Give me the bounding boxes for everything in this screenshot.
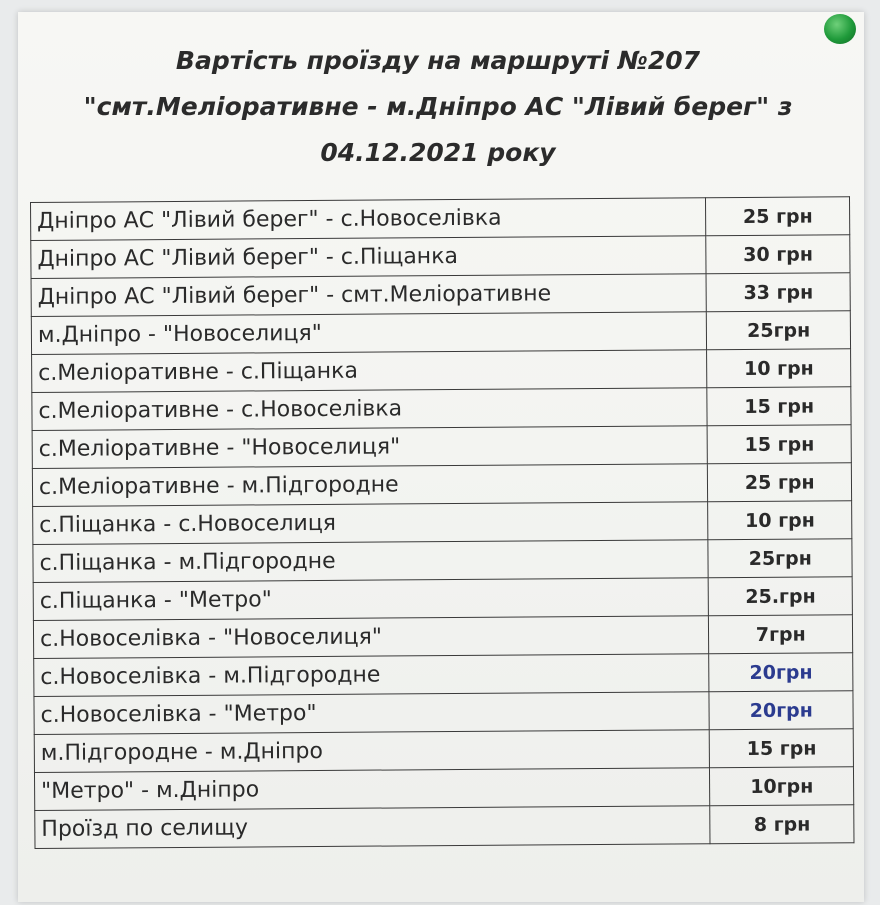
table-row: [33, 615, 852, 659]
price-cell: 15 грн: [708, 425, 852, 464]
price-cell: 33 грн: [706, 273, 850, 312]
price-cell-handwritten: 20грн: [709, 691, 853, 730]
price-cell: 30 грн: [706, 235, 850, 274]
table-row: [32, 387, 851, 431]
table-row: [35, 805, 854, 849]
title-line-2: "смт.Меліоративне - м.Дніпро АС "Лівий берег" з: [83, 92, 793, 121]
title-line-1: Вартість проїзду на маршруті №207: [175, 46, 701, 75]
table-row: [34, 729, 853, 773]
table-row: [31, 311, 850, 355]
title-line-3: 04.12.2021 року: [320, 138, 556, 167]
price-cell: 10грн: [710, 767, 854, 806]
route-cell: с.Піщанка - "Метро": [33, 578, 709, 621]
route-cell: с.Меліоративне - "Новоселиця": [32, 426, 708, 469]
price-cell: 7грн: [709, 615, 853, 654]
route-cell: с.Новоселівка - "Новоселиця": [33, 616, 709, 659]
notice-sheet: [18, 12, 864, 902]
price-cell-handwritten: 20грн: [709, 653, 853, 692]
table-row: [31, 273, 850, 317]
price-cell: 15 грн: [710, 729, 854, 768]
table-row: [33, 539, 852, 583]
green-pushpin-icon: [824, 14, 856, 44]
route-cell: с.Меліоративне - с.Піщанка: [32, 350, 708, 393]
table-row: [31, 197, 850, 241]
route-cell: с.Меліоративне - с.Новоселівка: [32, 388, 708, 431]
table-row: [31, 235, 850, 279]
price-cell: 10 грн: [708, 501, 852, 540]
fare-table: [30, 196, 854, 849]
table-row: [32, 463, 851, 507]
route-cell: Дніпро АС "Лівий берег" - с.Новоселівка: [31, 198, 707, 241]
table-row: [33, 501, 852, 545]
table-row: [34, 767, 853, 811]
route-cell: с.Новоселівка - "Метро": [34, 692, 710, 735]
price-cell: 10 грн: [707, 349, 851, 388]
route-cell: Проїзд по селищу: [35, 806, 711, 849]
price-cell: 25 грн: [706, 197, 850, 236]
table-row: [32, 349, 851, 393]
route-cell: Дніпро АС "Лівий берег" - с.Піщанка: [31, 236, 707, 279]
notice-title: [58, 38, 818, 176]
price-cell: 25 грн: [708, 463, 852, 502]
price-cell: 15 грн: [707, 387, 851, 426]
route-cell: с.Піщанка - м.Підгородне: [33, 540, 709, 583]
table-row: [34, 691, 853, 735]
route-cell: с.Новоселівка - м.Підгородне: [34, 654, 710, 697]
price-cell: 25грн: [707, 311, 851, 350]
route-cell: с.Меліоративне - м.Підгородне: [32, 464, 708, 507]
table-row: [33, 577, 852, 621]
price-cell: 25грн: [708, 539, 852, 578]
table-row: [32, 425, 851, 469]
price-cell: 8 грн: [710, 805, 854, 844]
route-cell: с.Піщанка - с.Новоселиця: [33, 502, 709, 545]
table-row: [34, 653, 853, 697]
route-cell: "Метро" - м.Дніпро: [34, 768, 710, 811]
route-cell: м.Підгородне - м.Дніпро: [34, 730, 710, 773]
route-cell: м.Дніпро - "Новоселиця": [31, 312, 707, 355]
price-cell: 25.грн: [709, 577, 853, 616]
route-cell: Дніпро АС "Лівий берег" - смт.Меліоративне: [31, 274, 707, 317]
